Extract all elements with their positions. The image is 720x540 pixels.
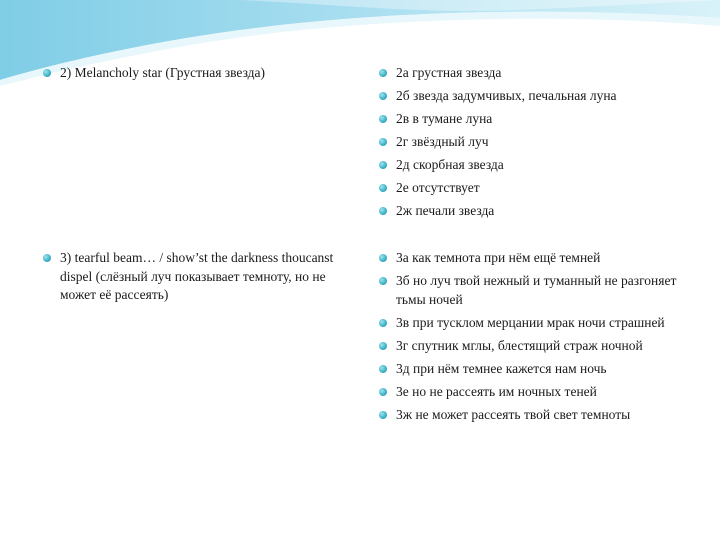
bullet-icon: [379, 365, 387, 373]
list-item: 3ж не может рассеять твой свет темноты: [378, 406, 678, 425]
bullet-icon: [379, 161, 387, 169]
list-item: 2б звезда задумчивых, печальная луна: [378, 87, 678, 106]
bullet-icon: [379, 138, 387, 146]
bullet-icon: [43, 69, 51, 77]
bullet-icon: [379, 319, 387, 327]
list-item: 3б но луч твой нежный и туманный не разгоняет тьмы ночей: [378, 272, 678, 309]
list-item: 3е но не рассеять им ночных теней: [378, 383, 678, 402]
left-item-text: 3) tearful beam… / show’st the darkness thoucanst dispel (слёзный луч показывает темноту, но не может её рассеять): [60, 250, 334, 302]
list-item: 2а грустная звезда: [378, 64, 678, 83]
bullet-icon: [379, 254, 387, 262]
right-list-group-1: [378, 64, 678, 225]
bullet-icon: [43, 254, 51, 262]
bullet-icon: [379, 184, 387, 192]
bullet-icon: [379, 92, 387, 100]
left-item-2: [42, 249, 352, 305]
bullet-icon: [379, 207, 387, 215]
bullet-icon: [379, 277, 387, 285]
list-item: 3г спутник мглы, блестящий страж ночной: [378, 337, 678, 356]
bullet-icon: [379, 69, 387, 77]
list-item: 2ж печали звезда: [378, 202, 678, 221]
bullet-icon: [379, 115, 387, 123]
bullet-icon: [379, 342, 387, 350]
list-item: 3в при тусклом мерцании мрак ночи страшней: [378, 314, 678, 333]
list-item: 2в в тумане луна: [378, 110, 678, 129]
bullet-icon: [379, 388, 387, 396]
list-item: 3д при нём темнее кажется нам ночь: [378, 360, 678, 379]
left-item-text: 2) Melancholy star (Грустная звезда): [60, 65, 266, 80]
list-item: 2е отсутствует: [378, 179, 678, 198]
list-item: 3а как темнота при нём ещё темней: [378, 249, 678, 268]
bullet-icon: [379, 411, 387, 419]
right-list-group-2: [378, 249, 678, 429]
list-item: 2г звёздный луч: [378, 133, 678, 152]
left-item-1: [42, 64, 342, 83]
list-item: 2д скорбная звезда: [378, 156, 678, 175]
